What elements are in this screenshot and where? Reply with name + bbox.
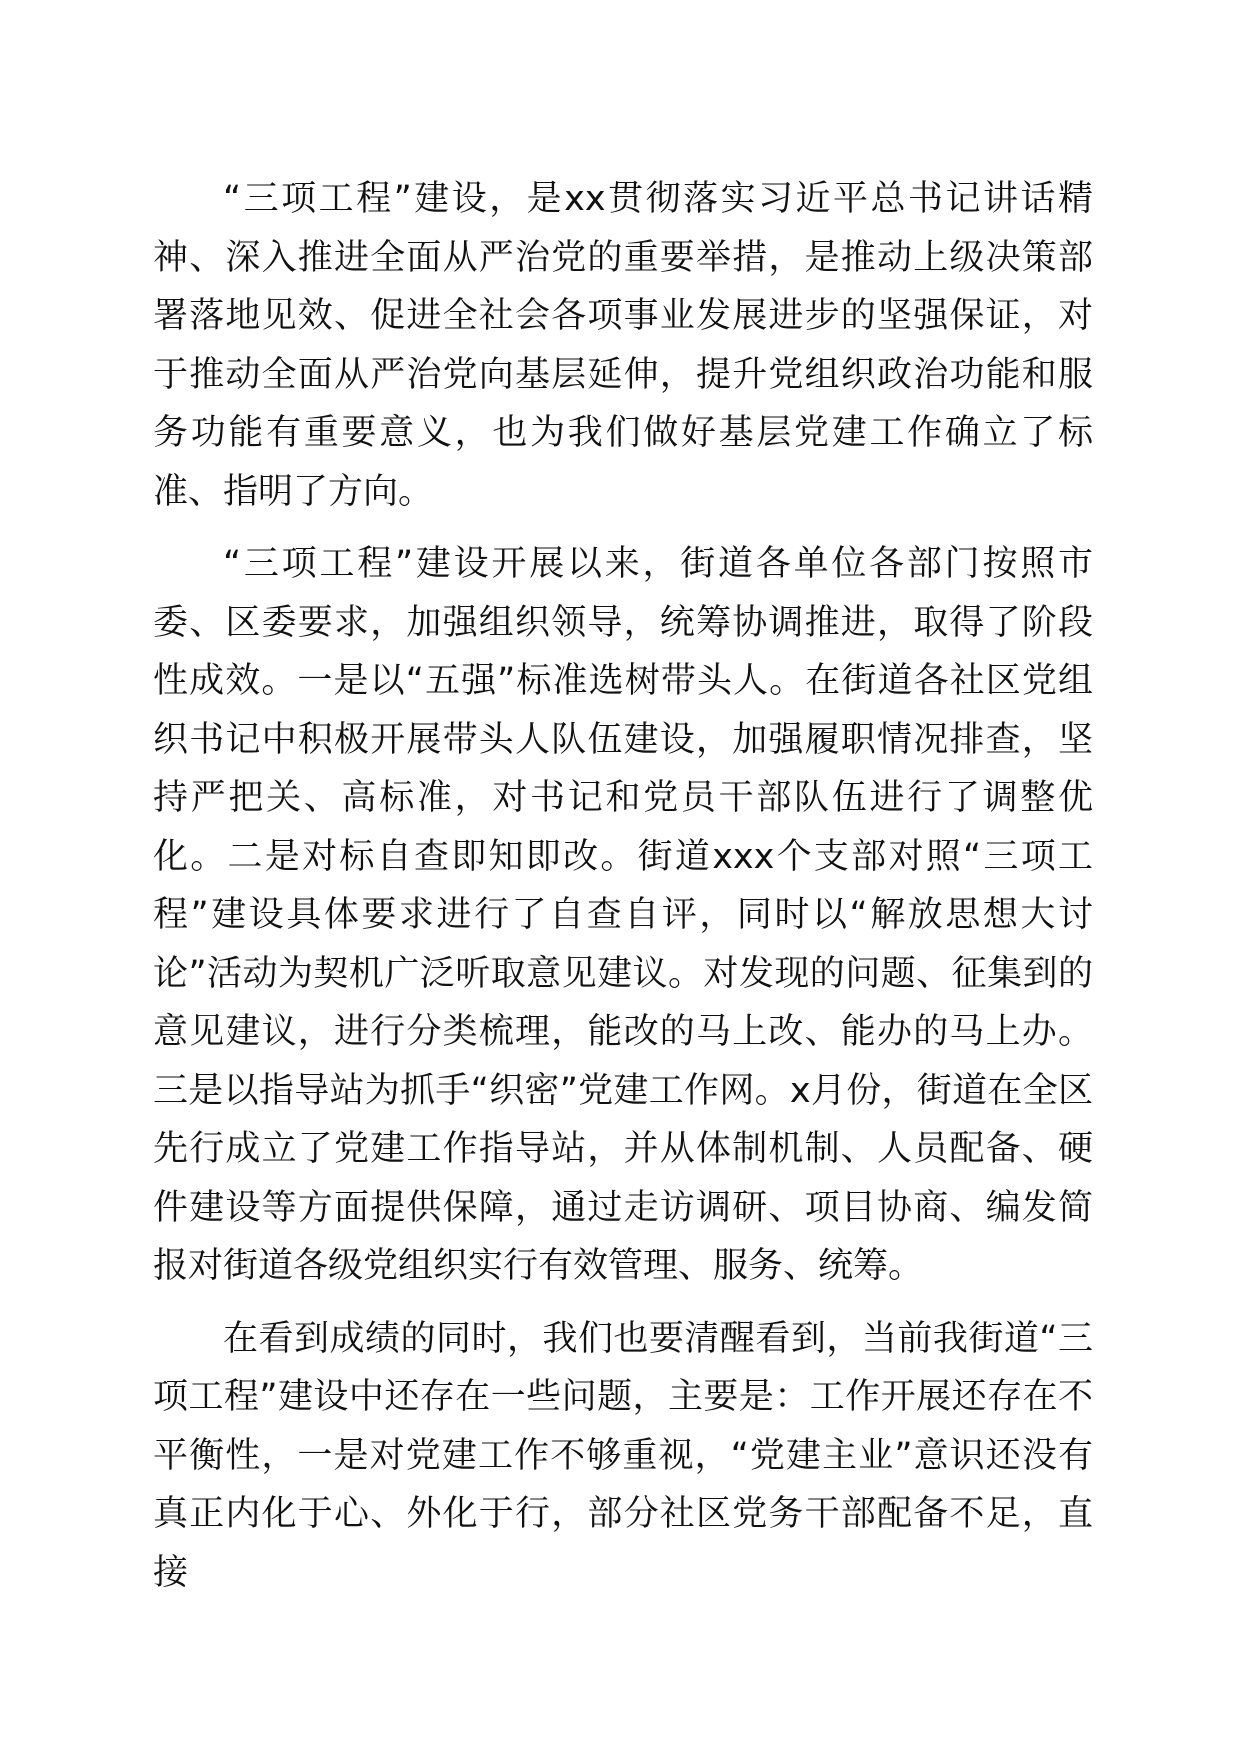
document-body	[153, 170, 1093, 1602]
paragraph-achievements: “三项工程”建设开展以来，街道各单位各部门按照市委、区委要求，加强组织领导，统筹协调推进，取得了阶段性成效。一是以“五强”标准选树带头人。在街道各社区党组织书记中积极开展带头人队伍建设，加强履职情况排查，坚持严把关、高标准，对书记和党员干部队伍进行了调整优化。二是对标自查即知即改。街道xxx个支部对照“三项工程”建设具体要求进行了自查自评，同时以“解放思想大讨论”活动为契机广泛听取意见建议。对发现的问题、征集到的意见建议，进行分类梳理，能改的马上改、能办的马上办。三是以指导站为抓手“织密”党建工作网。x月份，街道在全区先行成立了党建工作指导站，并从体制机制、人员配备、硬件建设等方面提供保障，通过走访调研、项目协商、编发简报对街道各级党组织实行有效管理、服务、统筹。	[153, 544, 1093, 1286]
paragraph-intro: “三项工程”建设，是xx贯彻落实习近平总书记讲话精神、深入推进全面从严治党的重要举措，是推动上级决策部署落地见效、促进全社会各项事业发展进步的坚强保证，对于推动全面从严治党向基层延伸，提升党组织政治功能和服务功能有重要意义，也为我们做好基层党建工作确立了标准、指明了方向。	[153, 179, 1093, 512]
paragraph-problems: 在看到成绩的同时，我们也要清醒看到，当前我街道“三项工程”建设中还存在一些问题，主要是：工作开展还存在不平衡性，一是对党建工作不够重视，“党建主业”意识还没有真正内化于心、外化于行，部分社区党务干部配备不足，直接	[153, 1318, 1093, 1593]
